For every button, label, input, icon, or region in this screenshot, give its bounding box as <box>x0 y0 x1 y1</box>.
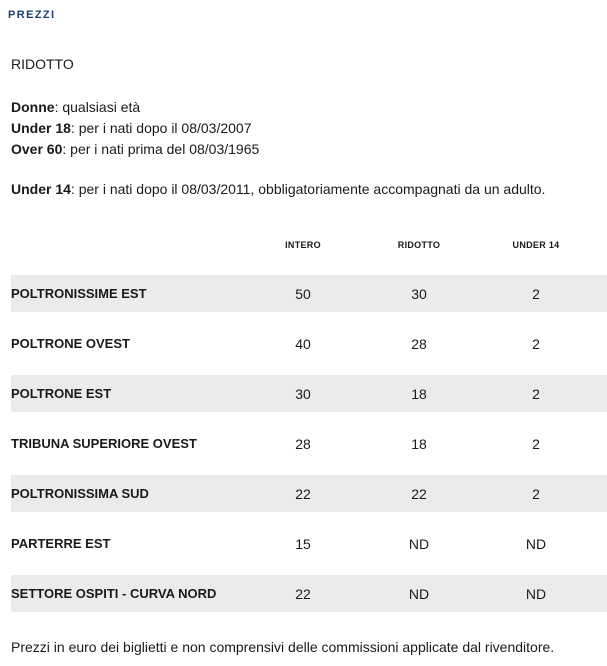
price-under14: 2 <box>532 385 540 402</box>
rule-label: Over 60 <box>11 141 63 157</box>
price-table <box>11 275 607 625</box>
column-header-under14: UNDER 14 <box>512 240 560 250</box>
rule-label: Under 14 <box>11 181 71 197</box>
price-ridotto: 22 <box>411 485 427 502</box>
price-intero: 22 <box>295 585 311 602</box>
rule-label: Donne <box>11 99 55 115</box>
sector-name: POLTRONE OVEST <box>11 336 130 351</box>
column-header-ridotto: RIDOTTO <box>397 240 441 250</box>
price-ridotto: 18 <box>411 385 427 402</box>
sector-name: POLTRONE EST <box>11 386 112 401</box>
price-under14: 2 <box>532 335 540 352</box>
table-row <box>11 475 607 512</box>
price-under14: 2 <box>532 435 540 452</box>
rule-over60 <box>11 139 259 160</box>
table-row <box>11 425 607 462</box>
rule-text: : per i nati prima del 08/03/1965 <box>62 141 260 157</box>
sector-name: SETTORE OSPITI - CURVA NORD <box>11 586 217 601</box>
price-ridotto: ND <box>408 585 430 602</box>
price-ridotto: ND <box>408 535 430 552</box>
table-row <box>11 375 607 412</box>
price-under14: ND <box>525 585 547 602</box>
sector-name: POLTRONISSIMA SUD <box>11 486 149 501</box>
sector-name: PARTERRE EST <box>11 536 111 551</box>
table-row <box>11 575 607 612</box>
price-ridotto: 28 <box>411 335 427 352</box>
rule-text: : per i nati dopo il 08/03/2007 <box>70 120 252 136</box>
price-under14: 2 <box>532 485 540 502</box>
price-intero: 22 <box>295 485 311 502</box>
price-ridotto: 30 <box>411 285 427 302</box>
price-intero: 30 <box>295 385 311 402</box>
price-intero: 28 <box>295 435 311 452</box>
rule-text: : qualsiasi età <box>54 99 141 115</box>
ridotto-rules <box>11 97 259 160</box>
price-intero: 15 <box>295 535 311 552</box>
price-intero: 40 <box>295 335 311 352</box>
sector-name: POLTRONISSIME EST <box>11 286 147 301</box>
sector-name: TRIBUNA SUPERIORE OVEST <box>11 436 197 451</box>
table-row <box>11 525 607 562</box>
table-row <box>11 325 607 362</box>
price-under14: 2 <box>532 285 540 302</box>
rule-donne <box>11 97 259 118</box>
rule-under14 <box>11 181 545 197</box>
ridotto-title: RIDOTTO <box>11 56 74 72</box>
rule-text: : per i nati dopo il 08/03/2011, obbligatoriamente accompagnati da un adulto. <box>70 181 546 197</box>
price-under14: ND <box>525 535 547 552</box>
price-ridotto: 18 <box>411 435 427 452</box>
rule-label: Under 18 <box>11 120 71 136</box>
section-heading: PREZZI <box>8 9 56 21</box>
column-header-intero: INTERO <box>285 240 321 250</box>
price-intero: 50 <box>295 285 311 302</box>
table-row <box>11 275 607 312</box>
price-note: Prezzi in euro dei biglietti e non comprensivi delle commissioni applicate dal rivenditore. <box>11 639 555 655</box>
rule-under18 <box>11 118 259 139</box>
